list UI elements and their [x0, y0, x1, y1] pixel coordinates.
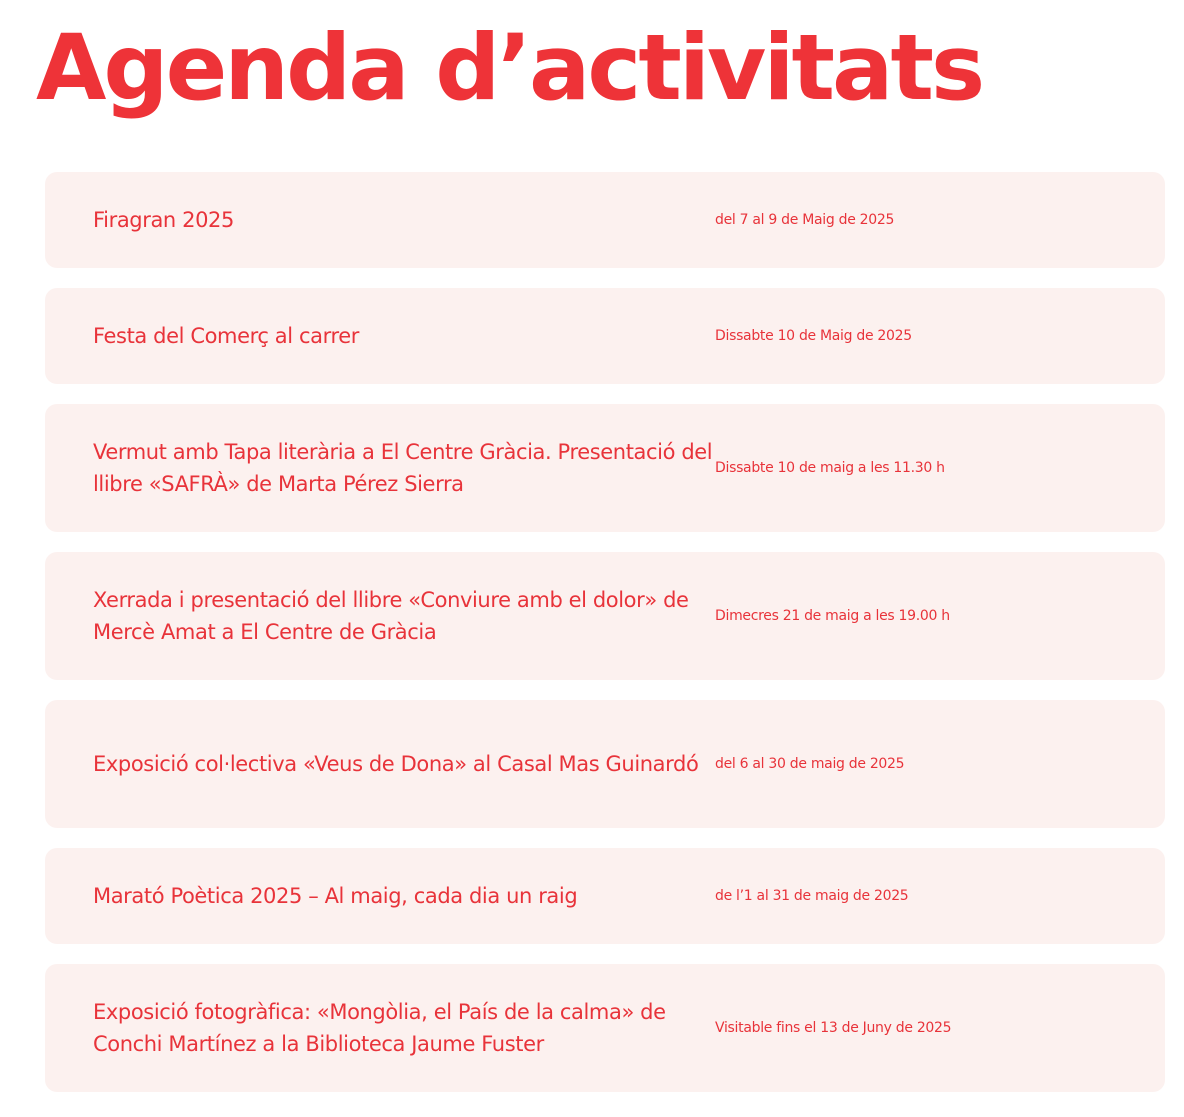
agenda-item-xerrada-dolor[interactable] — [45, 552, 1165, 680]
agenda-item-title: Exposició col·lectiva «Veus de Dona» al Casal Mas Guinardó — [93, 752, 699, 776]
agenda-item-firagran[interactable] — [45, 172, 1165, 268]
agenda-item-title: Exposició fotogràfica: «Mongòlia, el País de la calma» de Conchi Martínez a la Biblioteca Jaume Fuster — [93, 1000, 666, 1056]
agenda-item-festa-comerc[interactable] — [45, 288, 1165, 384]
agenda-item-title: Festa del Comerç al carrer — [93, 324, 359, 348]
agenda-item-mongolia[interactable] — [45, 964, 1165, 1092]
agenda-item-date: Visitable fins el 13 de Juny de 2025 — [715, 1020, 952, 1036]
agenda-item-date: del 6 al 30 de maig de 2025 — [715, 756, 905, 772]
agenda-item-date: de l’1 al 31 de maig de 2025 — [715, 888, 909, 904]
agenda-item-date: Dissabte 10 de maig a les 11.30 h — [715, 460, 945, 476]
agenda-item-marato-poetica[interactable] — [45, 848, 1165, 944]
agenda-item-date: del 7 al 9 de Maig de 2025 — [715, 212, 895, 228]
agenda-item-title: Marató Poètica 2025 – Al maig, cada dia un raig — [93, 884, 578, 908]
agenda-item-title: Xerrada i presentació del llibre «Conviure amb el dolor» de Mercè Amat a El Centre de Gràcia — [93, 588, 689, 644]
agenda-item-title: Vermut amb Tapa literària a El Centre Gràcia. Presentació del llibre «SAFRÀ» de Marta Pérez Sierra — [93, 440, 713, 496]
agenda-list — [45, 172, 1165, 1112]
page-title: Agenda d’activitats — [36, 16, 983, 121]
agenda-item-date: Dimecres 21 de maig a les 19.00 h — [715, 608, 950, 624]
agenda-item-date: Dissabte 10 de Maig de 2025 — [715, 328, 912, 344]
agenda-item-title: Firagran 2025 — [93, 208, 234, 232]
agenda-item-veus-dona[interactable] — [45, 700, 1165, 828]
agenda-item-vermut-safra[interactable] — [45, 404, 1165, 532]
